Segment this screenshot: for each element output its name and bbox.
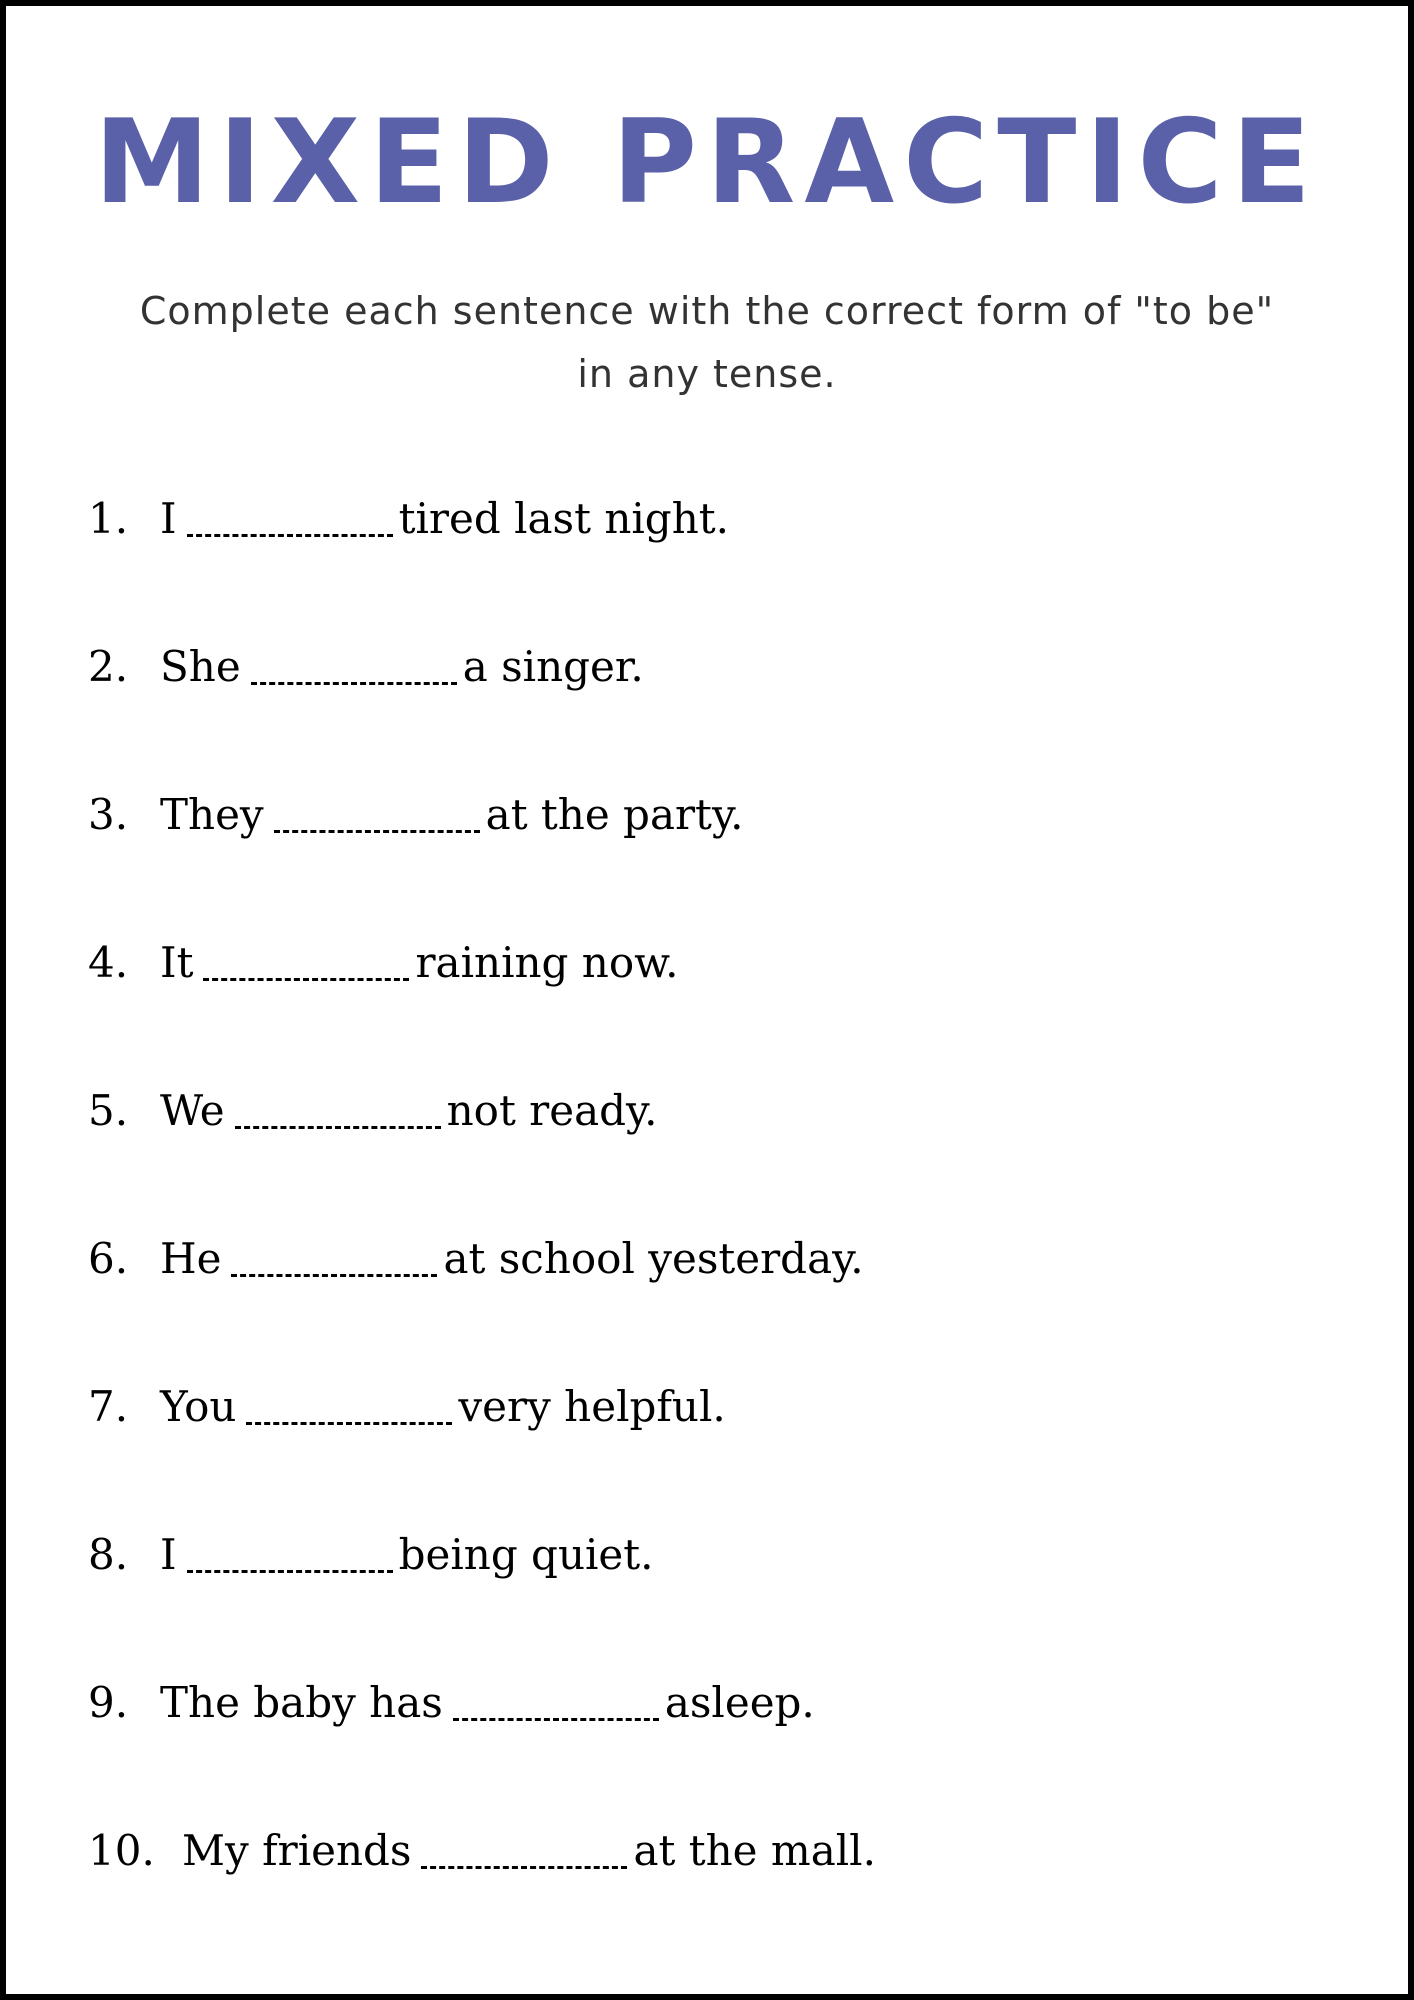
worksheet-title: MIXED PRACTICE [94,95,1320,230]
question-10 [88,1816,1288,1964]
question-number: 2. [88,642,129,691]
question-text-before: We [160,1086,225,1135]
question-text-after: tired last night. [398,494,729,543]
answer-blank[interactable] [274,803,480,833]
question-text-after: being quiet. [398,1530,654,1579]
question-text-before: You [160,1382,237,1431]
question-text-after: at the party. [485,790,744,839]
question-3 [88,780,1288,928]
question-8 [88,1520,1288,1668]
question-text-before: It [160,938,194,987]
question-6 [88,1224,1288,1372]
question-5 [88,1076,1288,1224]
question-text-after: raining now. [415,938,679,987]
answer-blank[interactable] [187,1543,393,1573]
answer-blank[interactable] [231,1247,437,1277]
question-1 [88,484,1288,632]
question-number: 5. [88,1086,129,1135]
question-text-after: very helpful. [458,1382,726,1431]
question-text-before: The baby has [160,1678,443,1727]
answer-blank[interactable] [203,951,409,981]
answer-blank[interactable] [251,655,457,685]
question-number: 3. [88,790,129,839]
question-text-after: at the mall. [633,1826,876,1875]
answer-blank[interactable] [421,1839,627,1869]
question-text-after: at school yesterday. [443,1234,864,1283]
question-number: 6. [88,1234,129,1283]
question-text-after: asleep. [664,1678,815,1727]
question-9 [88,1668,1288,1816]
answer-blank[interactable] [453,1691,659,1721]
question-7 [88,1372,1288,1520]
instructions [116,280,1298,406]
question-number: 7. [88,1382,129,1431]
question-text-after: a singer. [462,642,644,691]
question-text-before: My friends [182,1826,412,1875]
question-text-before: He [160,1234,222,1283]
question-number: 4. [88,938,129,987]
question-number: 9. [88,1678,129,1727]
answer-blank[interactable] [235,1099,441,1129]
answer-blank[interactable] [246,1395,452,1425]
question-number: 8. [88,1530,129,1579]
question-4 [88,928,1288,1076]
question-text-before: She [160,642,241,691]
question-text-after: not ready. [446,1086,658,1135]
instructions-line-1: Complete each sentence with the correct form of "to be" [139,289,1275,333]
question-number: 10. [88,1826,155,1875]
instructions-line-2: in any tense. [577,352,837,396]
answer-blank[interactable] [187,507,393,537]
question-text-before: I [160,1530,177,1579]
question-list [88,484,1288,1964]
question-text-before: They [160,790,264,839]
question-number: 1. [88,494,129,543]
question-2 [88,632,1288,780]
question-text-before: I [160,494,177,543]
